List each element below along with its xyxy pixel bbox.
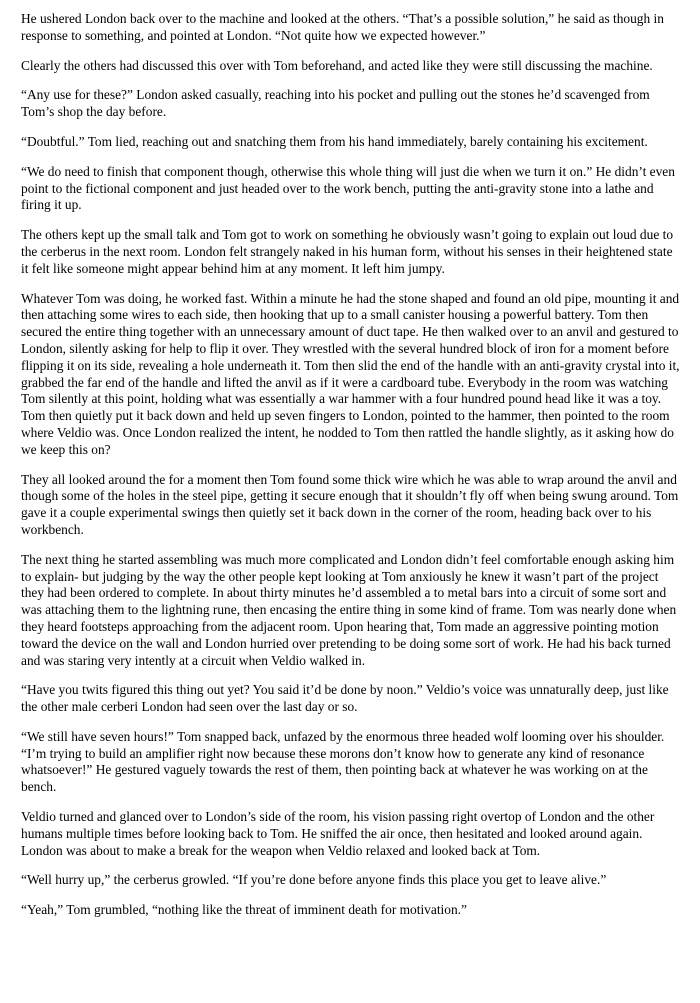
paragraph-3: “Any use for these?” London asked casually, reaching into his pocket and pulling out the stones he’d scavenged from Tom’s shop the day before.	[21, 87, 650, 120]
paragraph-12: Veldio turned and glanced over to London’s side of the room, his vision passing right overtop of London and the other humans multiple times before looking back to Tom. He sniffed the air once, then hesitated and looked around again. London was about to make a break for the weapon when Veldio relaxed and looked back at Tom.	[21, 809, 655, 858]
paragraph-5: “We do need to finish that component though, otherwise this whole thing will just die when we turn it on.” He didn’t even point to the fictional component and just headed over to the work bench, putting the anti-gravity stone into a lathe and firing it up.	[21, 163, 675, 213]
paragraph-2: Clearly the others had discussed this over with Tom beforehand, and acted like they were still discussing the machine.	[21, 57, 653, 73]
paragraph-6: The others kept up the small talk and Tom got to work on something he obviously wasn’t going to explain out loud due to the cerberus in the next room. London felt strangely naked in his human form, without his senses in their heightened state it felt like someone might appear behind him at any moment. It left him jumpy.	[21, 227, 674, 276]
paragraph-10: “Have you twits figured this thing out yet? You said it’d be done by noon.” Veldio’s voice was unnaturally deep, just like the other male cerberi London had seen over the last day or so.	[21, 682, 669, 715]
paragraph-9: The next thing he started assembling was much more complicated and London didn’t feel comfortable enough asking him to explain- but judging by the way the other people kept looking at Tom anxiously he knew it wasn’t part of the project they had been ordered to complete. In about thirty minutes he’d assembled a to metal bars into a circuit of some sort and was attaching them to the lightning rune, then encasing the entire thing in some kind of frame. Tom was nearly done when they heard footsteps approaching from the adjacent room. Upon hearing that, Tom made an aggressive pointing motion toward the device on the wall and London hurried over pretending to be doing some sort of work. He had his back turned and was staring very intently at a circuit when Veldio walked in.	[21, 551, 677, 668]
paragraph-4: “Doubtful.” Tom lied, reaching out and snatching them from his hand immediately, barely containing his excitement.	[21, 133, 648, 149]
paragraph-14: “Yeah,” Tom grumbled, “nothing like the threat of imminent death for motivation.”	[21, 902, 467, 918]
paragraph-7: Whatever Tom was doing, he worked fast. Within a minute he had the stone shaped and found an old pipe, mounting it and then attaching some wires to each side, then hooking that up to a small canister housing a powerful battery. Tom then secured the entire thing together with an unnecessary amount of duct tape. He then walked over to an anvil and gestured to London, silently asking for help to flip it over. They wrestled with the several hundred block of iron for a moment before flipping it on its side, revealing a hole underneath it. Tom then slid the end of the handle with an anti-gravity crystal into it, grabbed the far end of the handle and lifted the anvil as if it were a cardboard tube. Everybody in the room was watching Tom silently at this point, holding what was essentially a war hammer with a four hundred pound head like it was a toy. Tom then quietly put it back down and held up seven fingers to London, pointed to the hammer, then pointed to the room where Veldio was. Once London realized the intent, he nodded to Tom then rattled the handle slightly, as it asking how do we keep this on?	[21, 290, 680, 457]
paragraph-11: “We still have seven hours!” Tom snapped back, unfazed by the enormous three headed wolf looming over his shoulder. “I’m trying to build an amplifier right now because these morons don’t know how to generate any kind of resonance whatsoever!” He gestured vaguely towards the rest of them, then pointing back at whatever he was working on at the bench.	[21, 728, 665, 795]
paragraph-13: “Well hurry up,” the cerberus growled. “If you’re done before anyone finds this place you get to leave alive.”	[21, 872, 607, 888]
paragraph-8: They all looked around the for a moment then Tom found some thick wire which he was able to wrap around the anvil and though some of the holes in the steel pipe, getting it secure enough that it shouldn’t fly off when being swung around. Tom gave it a couple experimental swings then quietly set it back down in the corner of the room, heading back over to his workbench.	[21, 471, 679, 537]
document-page	[21, 11, 681, 932]
paragraph-1: He ushered London back over to the machine and looked at the others. “That’s a possible solution,” he said as though in response to something, and pointed at London. “Not quite how we expected however.”	[21, 11, 664, 43]
